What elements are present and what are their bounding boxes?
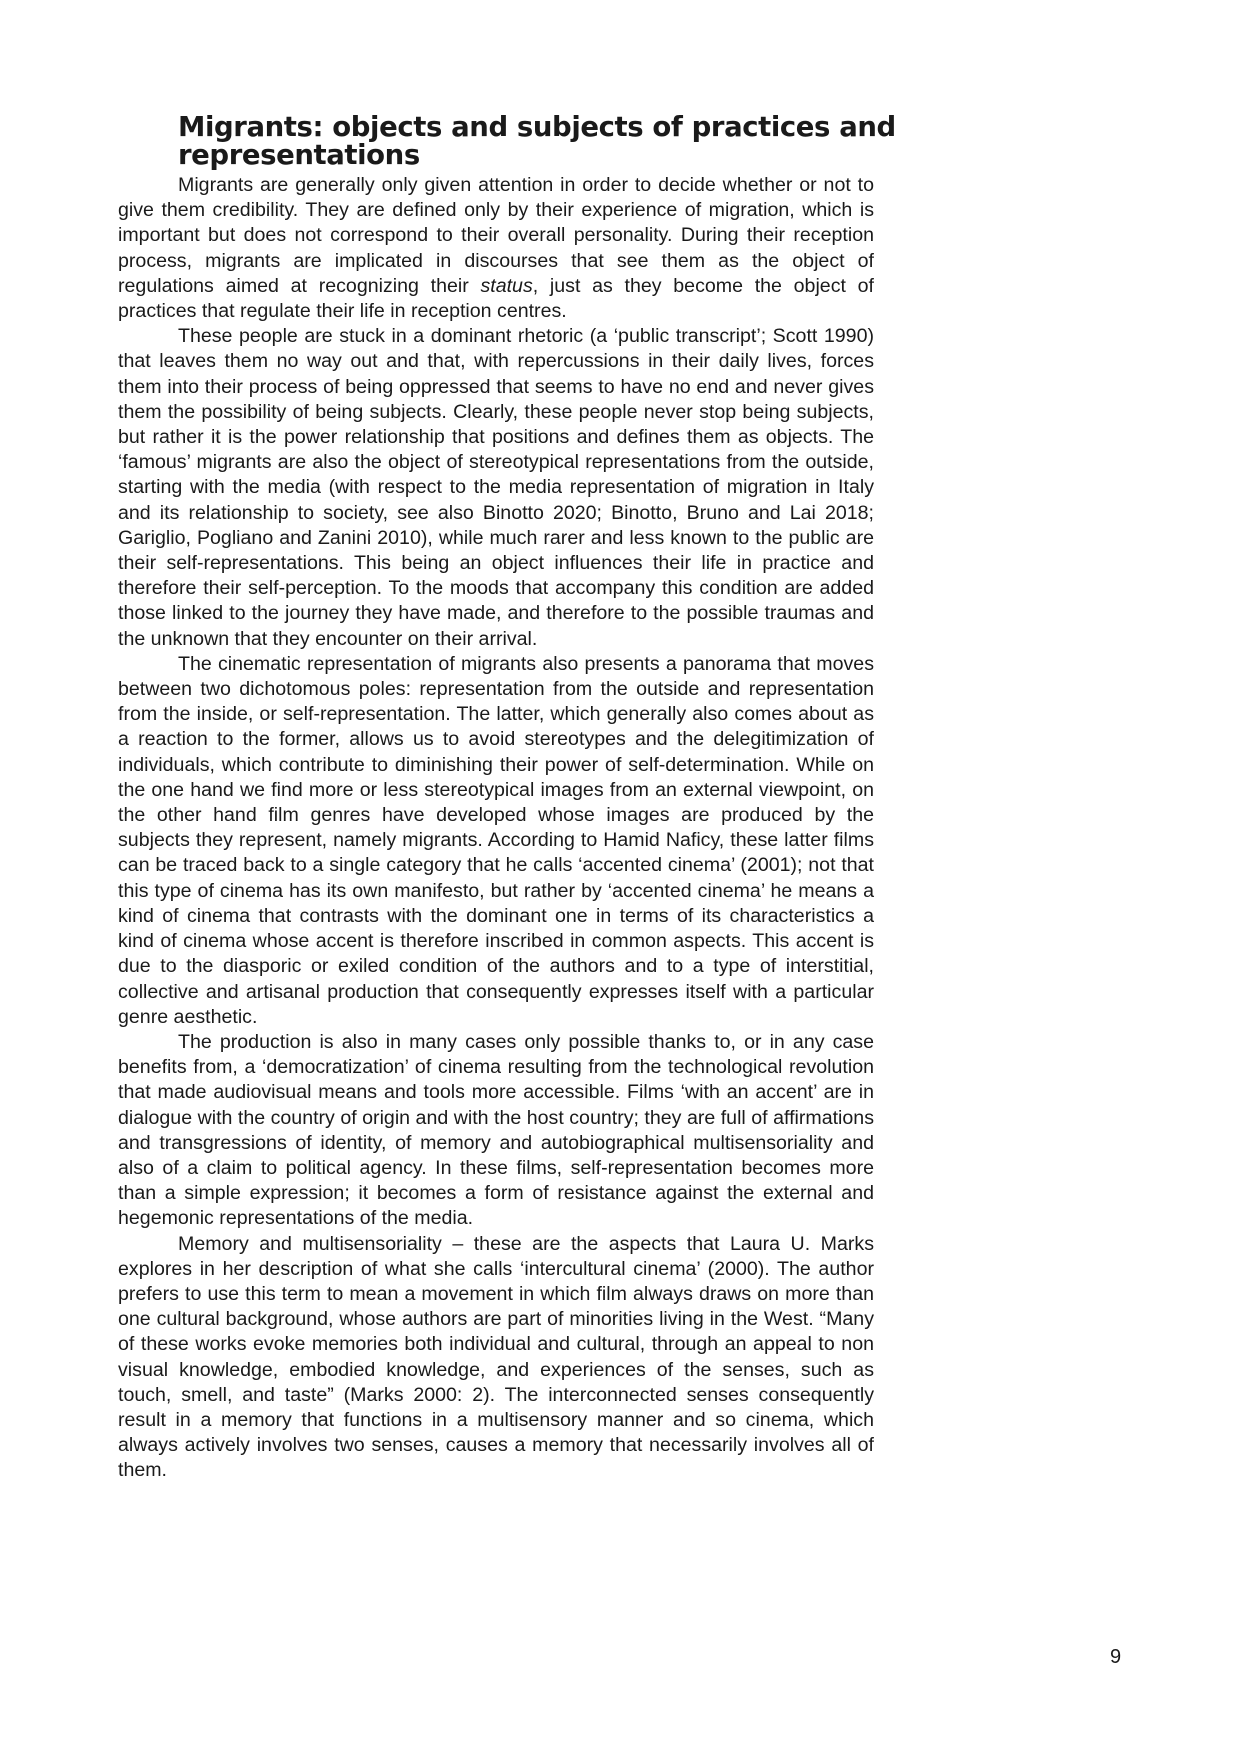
- emphasis-status: status: [480, 274, 533, 297]
- paragraph-5: Memory and multisensoriality – these are the aspects that Laura U. Marks explores in her description of what she calls ‘intercultural cinema’ (2000). The author prefers to use this term to mean a movement in which film always draws on more than one cultural background, whose authors are part of minorities living in the West. “Many of these works evoke memories both individual and cultural, through an appeal to non visual knowledge, embodied knowledge, and experiences of the senses, such as touch, smell, and taste” (Marks 2000: 2). The interconnected senses consequently result in a memory that functions in a multisensory manner and so cinema, which always actively involves two senses, causes a memory that necessarily involves all of them.: [118, 1232, 874, 1482]
- body-text: [118, 173, 874, 1484]
- paragraph-1: [118, 173, 874, 324]
- paragraph-1-text-end: , just as they become the object of practices that regulate their life in reception centres.: [118, 274, 874, 323]
- paragraph-4: The production is also in many cases only possible thanks to, or in any case benefits from, a ‘democratization’ of cinema resulting from the technological revolution that made audiovisual means and tools more accessible. Films ‘with an accent’ are in dialogue with the country of origin and with the host country; they are full of affirmations and transgressions of identity, of memory and autobiographical multisensoriality and also of a claim to political agency. In these films, self-representation becomes more than a simple expression; it becomes a form of resistance against the external and hegemonic representations of the media.: [118, 1030, 874, 1230]
- section-heading: Migrants: objects and subjects of practices and representations: [178, 111, 896, 171]
- page-number: 9: [1110, 1646, 1122, 1668]
- paragraph-1-text-start: Migrants are generally only given attention in order to decide whether or not to give them credibility. They are defined only by their experience of migration, which is important but does not correspond to their overall personality. During their reception process, migrants are implicated in discourses that see them as the object of regulations aimed at recognizing their: [118, 174, 874, 297]
- paragraph-3: The cinematic representation of migrants also presents a panorama that moves between two dichotomous poles: representation from the outside and representation from the inside, or self-representation. The latter, which generally also comes about as a reaction to the former, allows us to avoid stereotypes and the delegitimization of individuals, which contribute to diminishing their power of self-determination. While on the one hand we find more or less stereotypical images from an external viewpoint, on the other hand film genres have developed whose images are produced by the subjects they represent, namely migrants. According to Hamid Naficy, these latter films can be traced back to a single category that he calls ‘accented cinema’ (2001); not that this type of cinema has its own manifesto, but rather by ‘accented cinema’ he means a kind of cinema that contrasts with the dominant one in terms of its characteristics a kind of cinema whose accent is therefore inscribed in common aspects. This accent is due to the diasporic or exiled condition of the authors and to a type of interstitial, collective and artisanal production that consequently expresses itself with a particular genre aesthetic.: [118, 652, 874, 1028]
- paragraph-2: These people are stuck in a dominant rhetoric (a ‘public transcript’; Scott 1990) that leaves them no way out and that, with repercussions in their daily lives, forces them into their process of being oppressed that seems to have no end and never gives them the possibility of being subjects. Clearly, these people never stop being subjects, but rather it is the power relationship that positions and defines them as objects. The ‘famous’ migrants are also the object of stereotypical representations from the outside, starting with the media (with respect to the media representation of migration in Italy and its relationship to society, see also Binotto 2020; Binotto, Bruno and Lai 2018; Gariglio, Pogliano and Zanini 2010), while much rarer and less known to the public are their self-representations. This being an object influences their life in practice and therefore their self-perception. To the moods that accompany this condition are added those linked to the journey they have made, and therefore to the possible traumas and the unknown that they encounter on their arrival.: [118, 325, 874, 650]
